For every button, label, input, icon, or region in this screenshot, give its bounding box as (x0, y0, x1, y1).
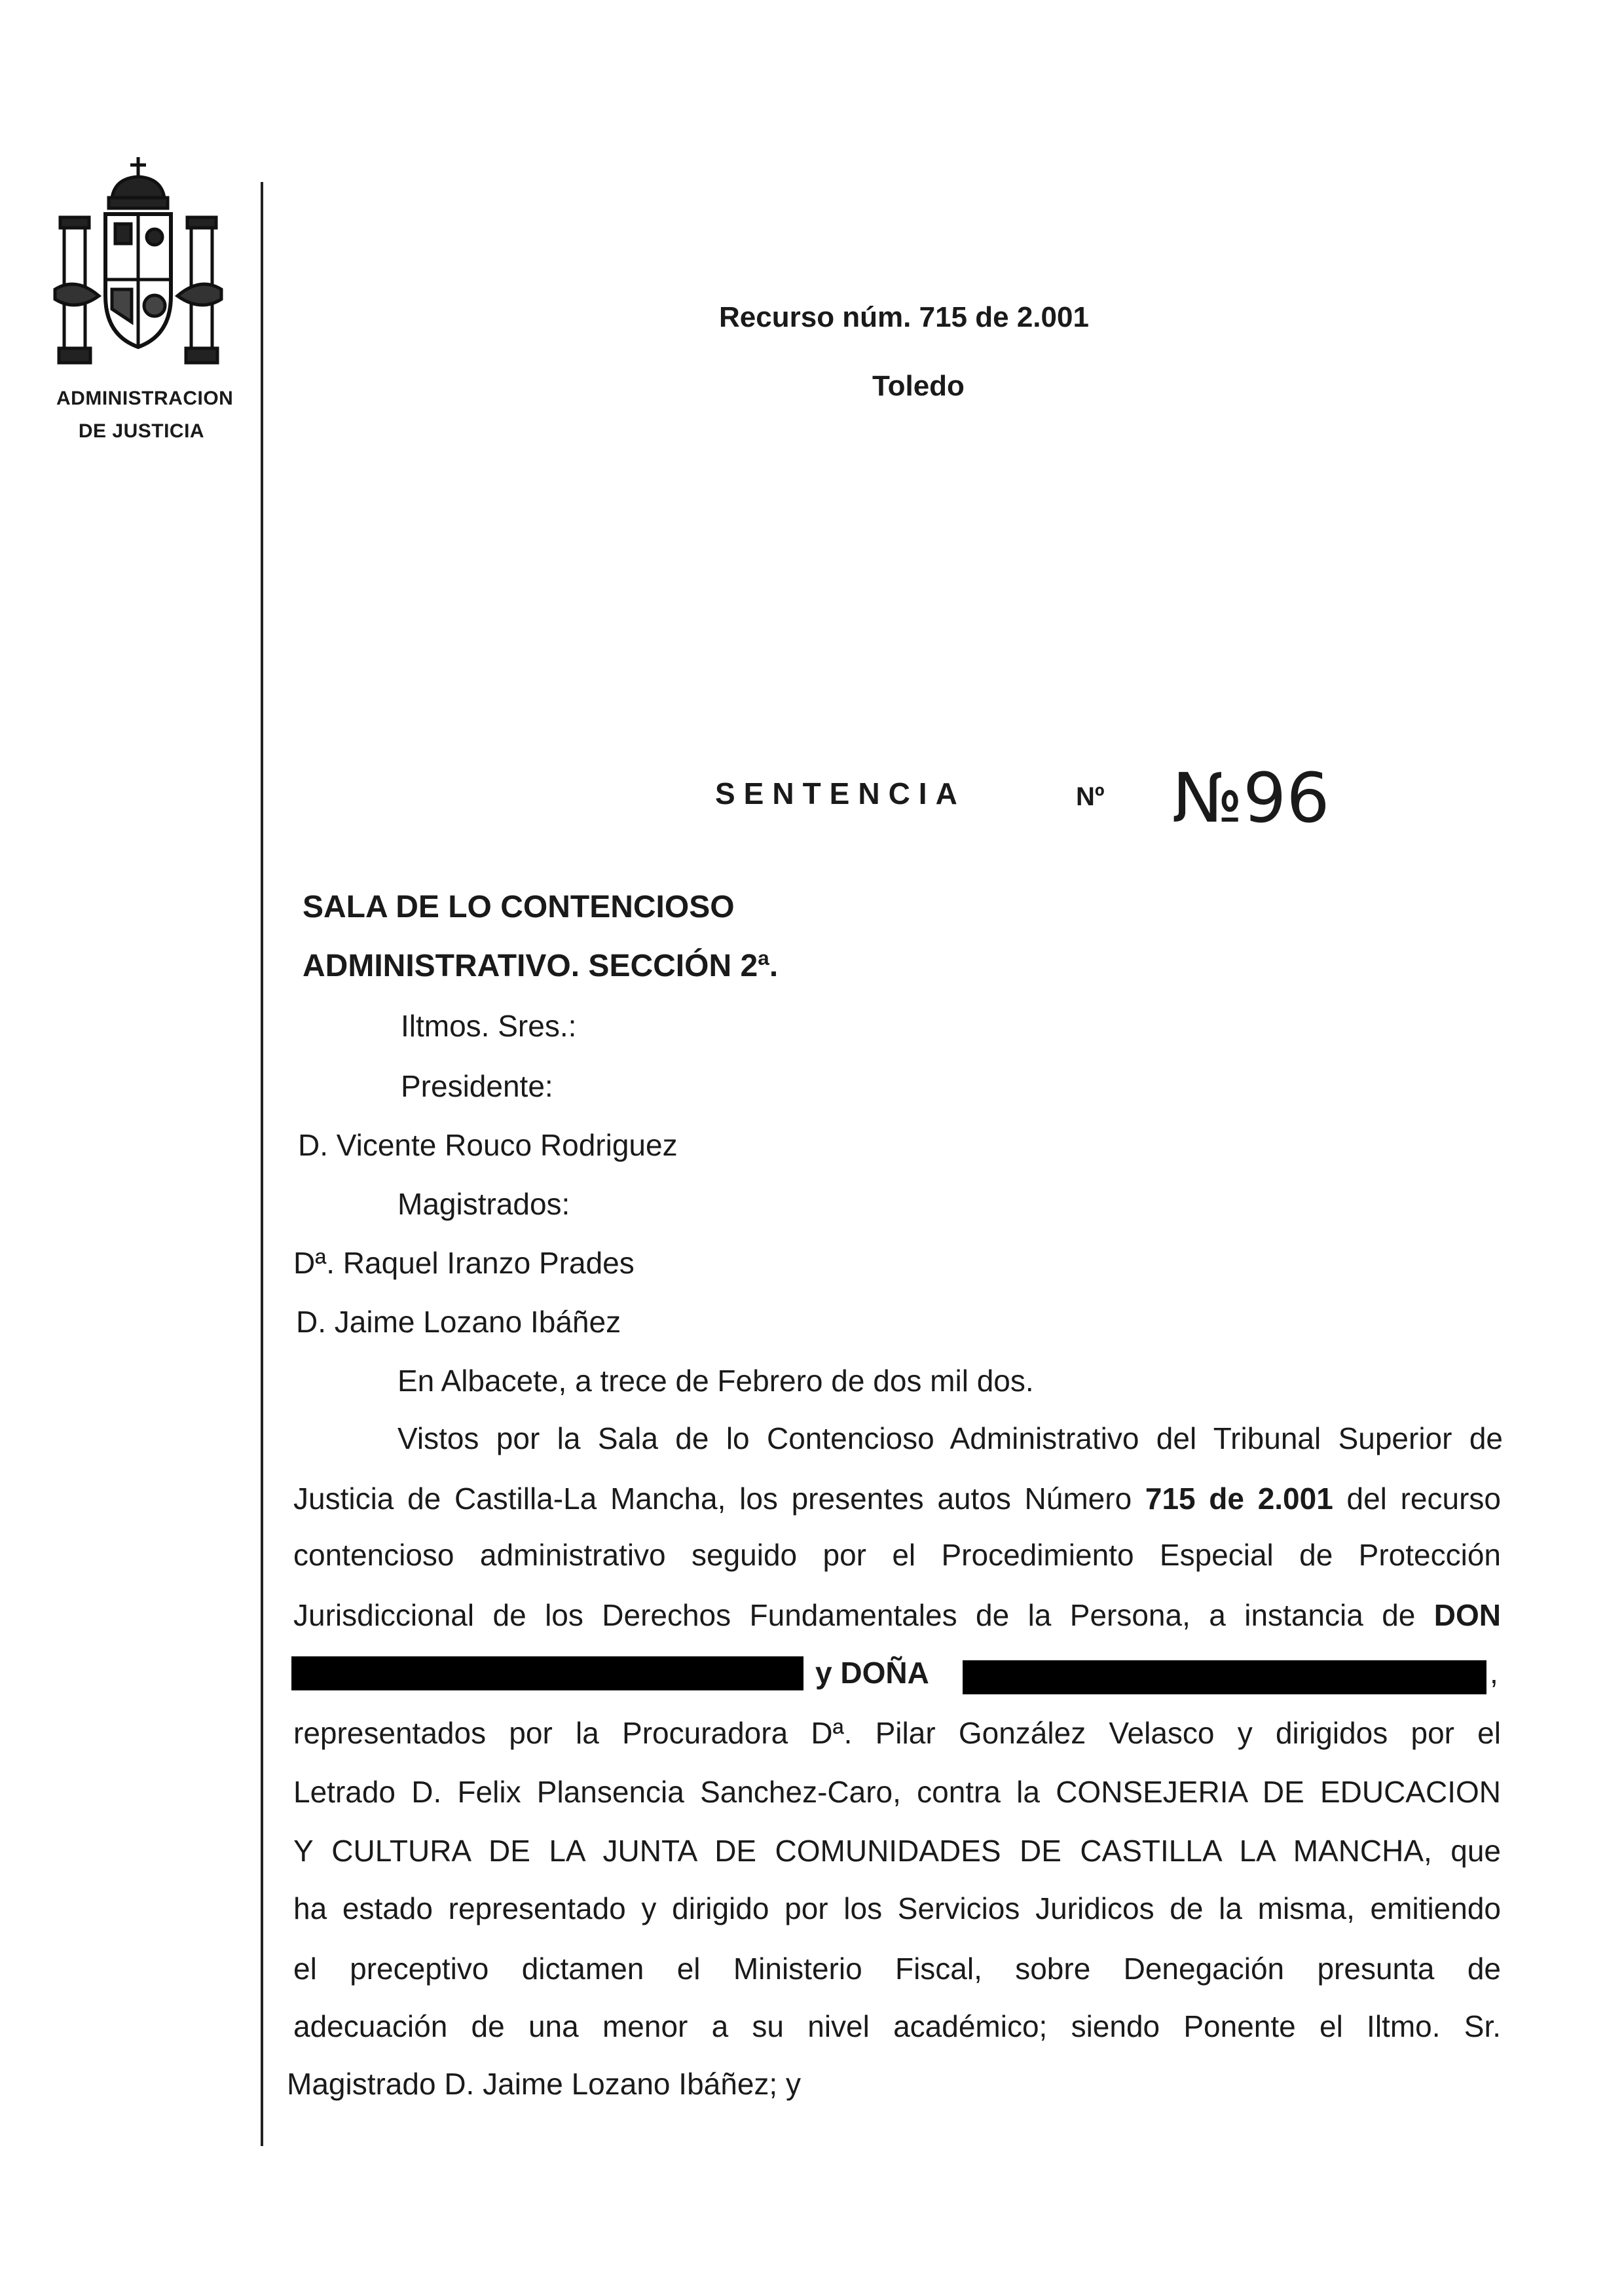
coat-of-arms-icon (50, 152, 227, 374)
sala-line1: SALA DE LO CONTENCIOSO (303, 890, 735, 924)
date-line: En Albacete, a trece de Febrero de dos mil dos. (397, 1364, 1034, 1398)
recurso-number: Recurso núm. 715 de 2.001 (719, 301, 1089, 333)
body-line-8: Y CULTURA DE LA JUNTA DE COMUNIDADES DE CASTILLA LA MANCHA, que (293, 1834, 1501, 1868)
y-dona: y DOÑA (815, 1656, 929, 1690)
sala-line2: ADMINISTRATIVO. SECCIÓN 2ª. (303, 949, 779, 983)
body-line-1: Vistos por la Sala de lo Contencioso Administrativo del Tribunal Superior de (397, 1421, 1503, 1455)
body-line-3: contencioso administrativo seguido por el Procedimiento Especial de Protección (293, 1538, 1501, 1572)
presidente-label: Presidente: (401, 1069, 553, 1103)
magistrado-1: Dª. Raquel Iranzo Prades (293, 1246, 635, 1280)
presidente-name: D. Vicente Rouco Rodriguez (298, 1128, 678, 1162)
body-line-2: Justicia de Castilla-La Mancha, los presentes autos Número 715 de 2.001 del recurso (293, 1482, 1501, 1516)
sentencia-number-label: Nº (1076, 782, 1105, 811)
org-line2: DE JUSTICIA (78, 420, 205, 442)
body-line-11: adecuación de una menor a su nivel académico; siendo Ponente el Iltmo. Sr. (293, 2009, 1501, 2043)
magistrado-2: D. Jaime Lozano Ibáñez (296, 1305, 621, 1339)
body-line-9: ha estado representado y dirigido por los Servicios Juridicos de la misma, emitiendo (293, 1891, 1501, 1925)
margin-rule (261, 182, 263, 2146)
comma: , (1490, 1656, 1498, 1690)
body-line-12: Magistrado D. Jaime Lozano Ibáñez; y (287, 2067, 801, 2101)
body-line-4: Jurisdiccional de los Derechos Fundamentales de la Persona, a instancia de DON (293, 1598, 1502, 1632)
magistrados-label: Magistrados: (397, 1187, 570, 1221)
city: Toledo (872, 370, 965, 402)
sentencia-title: SENTENCIA (715, 776, 966, 811)
body-line-6: representados por la Procuradora Dª. Pilar González Velasco y dirigidos por el (293, 1716, 1501, 1750)
ilmos-label: Iltmos. Sres.: (401, 1009, 577, 1043)
body-line-10: el preceptivo dictamen el Ministerio Fiscal, sobre Denegación presunta de (293, 1952, 1501, 1986)
sentencia-number: №96 (1172, 758, 1330, 838)
redacted-name-1 (291, 1656, 803, 1690)
org-line1: ADMINISTRACION (56, 388, 234, 409)
redacted-name-2 (963, 1660, 1486, 1694)
body-line-7: Letrado D. Felix Plansencia Sanchez-Caro, contra la CONSEJERIA DE EDUCACION (293, 1775, 1501, 1809)
